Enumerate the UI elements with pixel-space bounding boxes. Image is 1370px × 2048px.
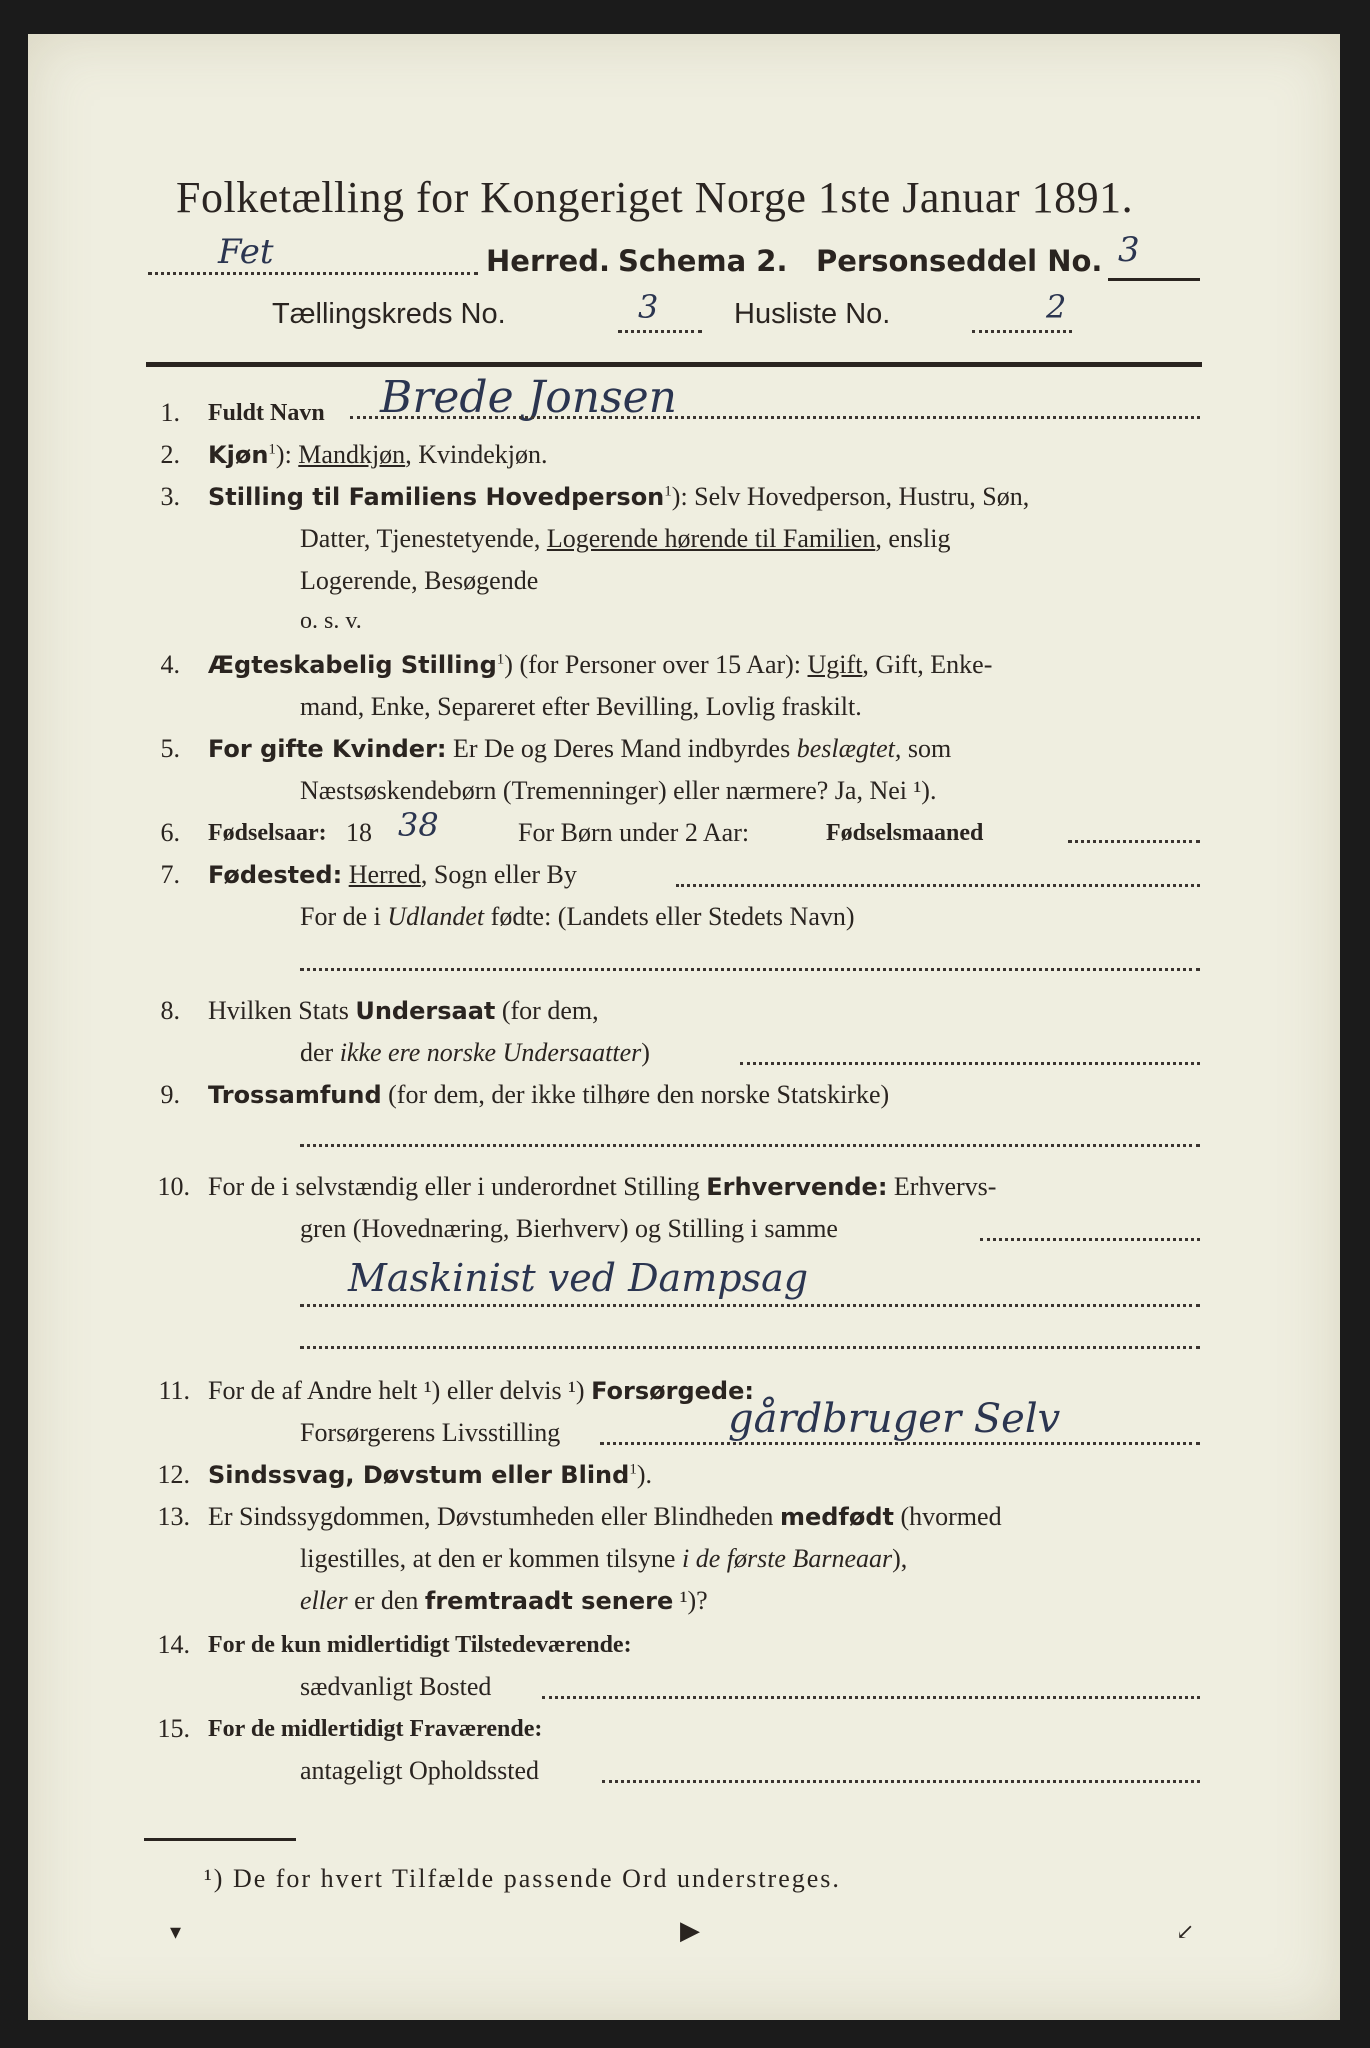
q2-line — [208, 440, 547, 470]
q13-line3 — [300, 1586, 708, 1616]
q11-value: gårdbruger Selv — [728, 1396, 1061, 1442]
q10-dots2 — [300, 1304, 1200, 1307]
q3-number: 3. — [160, 482, 180, 511]
q13-line2 — [300, 1544, 907, 1574]
q3-text2c: , enslig — [875, 524, 951, 553]
q6-value: 38 — [398, 806, 439, 844]
q14-line2: sædvanligt Bosted — [300, 1672, 492, 1701]
q3-line3: Logerende, Besøgende — [300, 566, 539, 595]
q7-opt-herred: Herred — [348, 860, 421, 889]
q15-line1: For de midlertidigt Fraværende: — [208, 1716, 543, 1742]
q11-number: 11. — [158, 1376, 190, 1405]
q13-text2b: i de første Barneaar — [681, 1544, 893, 1573]
q13-text1c: (hvormed — [893, 1502, 1002, 1531]
q10-dots1 — [980, 1238, 1200, 1241]
q1-dots — [350, 416, 1200, 419]
q12-label: Sindssvag, Døvstum eller Blind — [208, 1461, 630, 1489]
q2-rest1: ): — [275, 440, 299, 469]
personseddel-line — [1108, 278, 1200, 281]
q10-text1b: Erhvervende: — [706, 1173, 888, 1201]
personseddel-label: Personseddel No. — [816, 244, 1103, 278]
q10-dots3 — [300, 1346, 1200, 1349]
q3-text2a: Datter, Tjenestetyende, — [300, 524, 547, 553]
q9-dots — [300, 1144, 1200, 1147]
q9-rest: (for dem, der ikke tilhøre den norske Statskirke) — [381, 1080, 890, 1109]
header-rule — [146, 362, 1202, 367]
q4-number: 4. — [160, 650, 180, 679]
q15-number: 15. — [157, 1714, 190, 1743]
q4-label: Ægteskabelig Stilling — [208, 651, 497, 679]
q11-line2: Forsørgerens Livsstilling — [300, 1418, 561, 1447]
q7-text2c: fødte: (Landets eller Stedets Navn) — [484, 902, 855, 931]
q2-number: 2. — [160, 440, 180, 469]
q7-line1 — [208, 860, 577, 890]
q1-label: Fuldt Navn — [208, 400, 325, 426]
q7-text2a: For de i — [300, 902, 388, 931]
q7-dots1 — [676, 884, 1200, 887]
q3-label: Stilling til Familiens Hovedperson — [208, 483, 665, 511]
q2-rest2: , Kvindekjøn. — [405, 440, 548, 469]
herred-dots — [148, 272, 478, 275]
q9-number: 9. — [160, 1080, 180, 1109]
q13-text3a: eller — [300, 1586, 348, 1615]
personseddel-value: 3 — [1118, 230, 1140, 270]
q5-text1c: som — [901, 734, 952, 763]
q13-text3b: er den — [347, 1586, 425, 1615]
q7-label: Fødested: — [208, 861, 343, 889]
husliste-dots — [972, 330, 1072, 333]
form-title: Folketælling for Kongeriget Norge 1ste Januar 1891. — [176, 173, 1134, 222]
q6-rest: For Børn under 2 Aar: — [518, 818, 750, 847]
q6-number: 6. — [160, 818, 180, 847]
q10-text1c: Erhvervs- — [887, 1172, 997, 1201]
q13-text2a: ligestilles, at den er kommen tilsyne — [300, 1544, 682, 1573]
kreds-label: Tællingskreds No. — [272, 298, 506, 330]
q8-text2b: ikke ere norske Undersaatter — [339, 1038, 642, 1067]
kreds-value: 3 — [638, 288, 659, 326]
q11-dots — [600, 1442, 1200, 1445]
q5-text1b: beslægtet, — [796, 734, 902, 763]
bottom-mark-left: ▾ — [170, 1920, 182, 1945]
q8-text2a: der — [300, 1038, 340, 1067]
q13-text3c: fremtraadt senere — [424, 1587, 674, 1615]
bottom-mark-center: ▶ — [680, 1916, 700, 1946]
q7-text2b: Udlandet — [387, 902, 485, 931]
q4-text1a: ) (for Personer over 15 Aar): — [504, 650, 808, 679]
q4-opt-ugift: Ugift — [807, 650, 863, 679]
q10-value: Maskinist ved Dampsag — [348, 1256, 809, 1300]
husliste-label: Husliste No. — [734, 298, 891, 330]
q12-line: Sindssvag, Døvstum eller Blind$^1$). — [208, 1460, 652, 1489]
q12-rest: ). — [636, 1460, 652, 1489]
herred-value: Fet — [218, 232, 274, 272]
q11-text1b: Forsørgede: — [591, 1377, 754, 1405]
footnote-rule — [144, 1838, 296, 1841]
q11-line1 — [208, 1376, 754, 1406]
q11-text1a: For de af Andre helt ¹) eller delvis ¹) — [208, 1376, 592, 1405]
husliste-value: 2 — [1046, 288, 1067, 326]
q13-line1 — [208, 1502, 1002, 1532]
q4-line2: mand, Enke, Separeret efter Bevilling, Lovlig fraskilt. — [300, 692, 862, 721]
q14-dots — [542, 1696, 1200, 1699]
q10-line1 — [208, 1172, 996, 1202]
q8-text2c: ) — [641, 1038, 650, 1067]
q15-dots — [602, 1780, 1200, 1783]
q6-rest-b: Fødselsmaaned — [826, 820, 984, 846]
q8-text1b: Undersaat — [355, 997, 496, 1025]
q5-line1 — [208, 734, 951, 764]
q3-line1: Stilling til Familiens Hovedperson$^1$): Selv Hovedperson, Hustru, Søn, — [208, 482, 1030, 511]
q5-label: For gifte Kvinder: — [208, 735, 447, 763]
q8-dots — [740, 1062, 1200, 1065]
q2-opt-mandkjon: Mandkjøn — [298, 440, 406, 469]
q15-line2: antageligt Opholdssted — [300, 1756, 540, 1785]
q8-line2 — [300, 1038, 650, 1068]
q7-line2 — [300, 902, 855, 932]
q13-number: 13. — [157, 1502, 190, 1531]
q13-text3d: ¹)? — [673, 1586, 708, 1615]
q8-number: 8. — [160, 996, 180, 1025]
q13-text2c: ), — [892, 1544, 908, 1573]
census-form — [28, 34, 1340, 2020]
q2-sup: 1 — [268, 441, 276, 458]
q14-line1: For de kun midlertidigt Tilstedeværende: — [208, 1632, 632, 1658]
q7-rest: , Sogn eller By — [420, 860, 577, 889]
q4-line1: Ægteskabelig Stilling$^1$) (for Personer over 15 Aar): Ugift, Gift, Enke- — [208, 650, 993, 679]
q10-number: 10. — [157, 1172, 190, 1201]
schema-label: Schema 2. — [618, 244, 788, 278]
bottom-mark-right: ↙ — [1176, 1920, 1195, 1945]
q1-number: 1. — [160, 398, 180, 427]
q12-number: 12. — [157, 1460, 190, 1489]
q5-line2: Næstsøskendebørn (Tremenninger) eller nærmere? Ja, Nei ¹). — [300, 776, 937, 805]
q3-text1: ): Selv Hovedperson, Hustru, Søn, — [671, 482, 1030, 511]
q6-label: Fødselsaar: — [208, 820, 327, 846]
q7-number: 7. — [160, 860, 180, 889]
q9-label: Trossamfund — [208, 1081, 382, 1109]
footnote: ¹) De for hvert Tilfælde passende Ord understreges. — [204, 1864, 841, 1893]
q8-line1 — [208, 996, 599, 1026]
q10-text1a: For de i selvstændig eller i underordnet Stilling — [208, 1172, 707, 1201]
q3-line2 — [300, 524, 950, 554]
q13-text1b: medfødt — [779, 1503, 894, 1531]
q1-value: Brede Jonsen — [380, 372, 678, 423]
q6-dots — [1068, 840, 1200, 843]
q13-text1a: Er Sindssygdommen, Døvstumheden eller Blindheden — [208, 1502, 780, 1531]
q9-line — [208, 1080, 889, 1110]
q8-text1c: (for dem, — [495, 996, 599, 1025]
q14-number: 14. — [157, 1630, 190, 1659]
q4-text1c: , Gift, Enke- — [862, 650, 993, 679]
herred-label: Herred. — [486, 244, 610, 278]
q2-label: Kjøn — [208, 441, 269, 469]
q6-pre: 18 — [346, 818, 372, 847]
q3-line4: o. s. v. — [300, 608, 362, 634]
q5-number: 5. — [160, 734, 180, 763]
q7-dots2 — [300, 968, 1200, 971]
q3-opt-logerende: Logerende hørende til Familien — [546, 524, 876, 553]
q5-text1a: Er De og Deres Mand indbyrdes — [446, 734, 797, 763]
kreds-dots — [618, 330, 702, 333]
q10-line2: gren (Hovednæring, Bierhverv) og Stilling i samme — [300, 1214, 838, 1243]
q8-text1a: Hvilken Stats — [208, 996, 356, 1025]
